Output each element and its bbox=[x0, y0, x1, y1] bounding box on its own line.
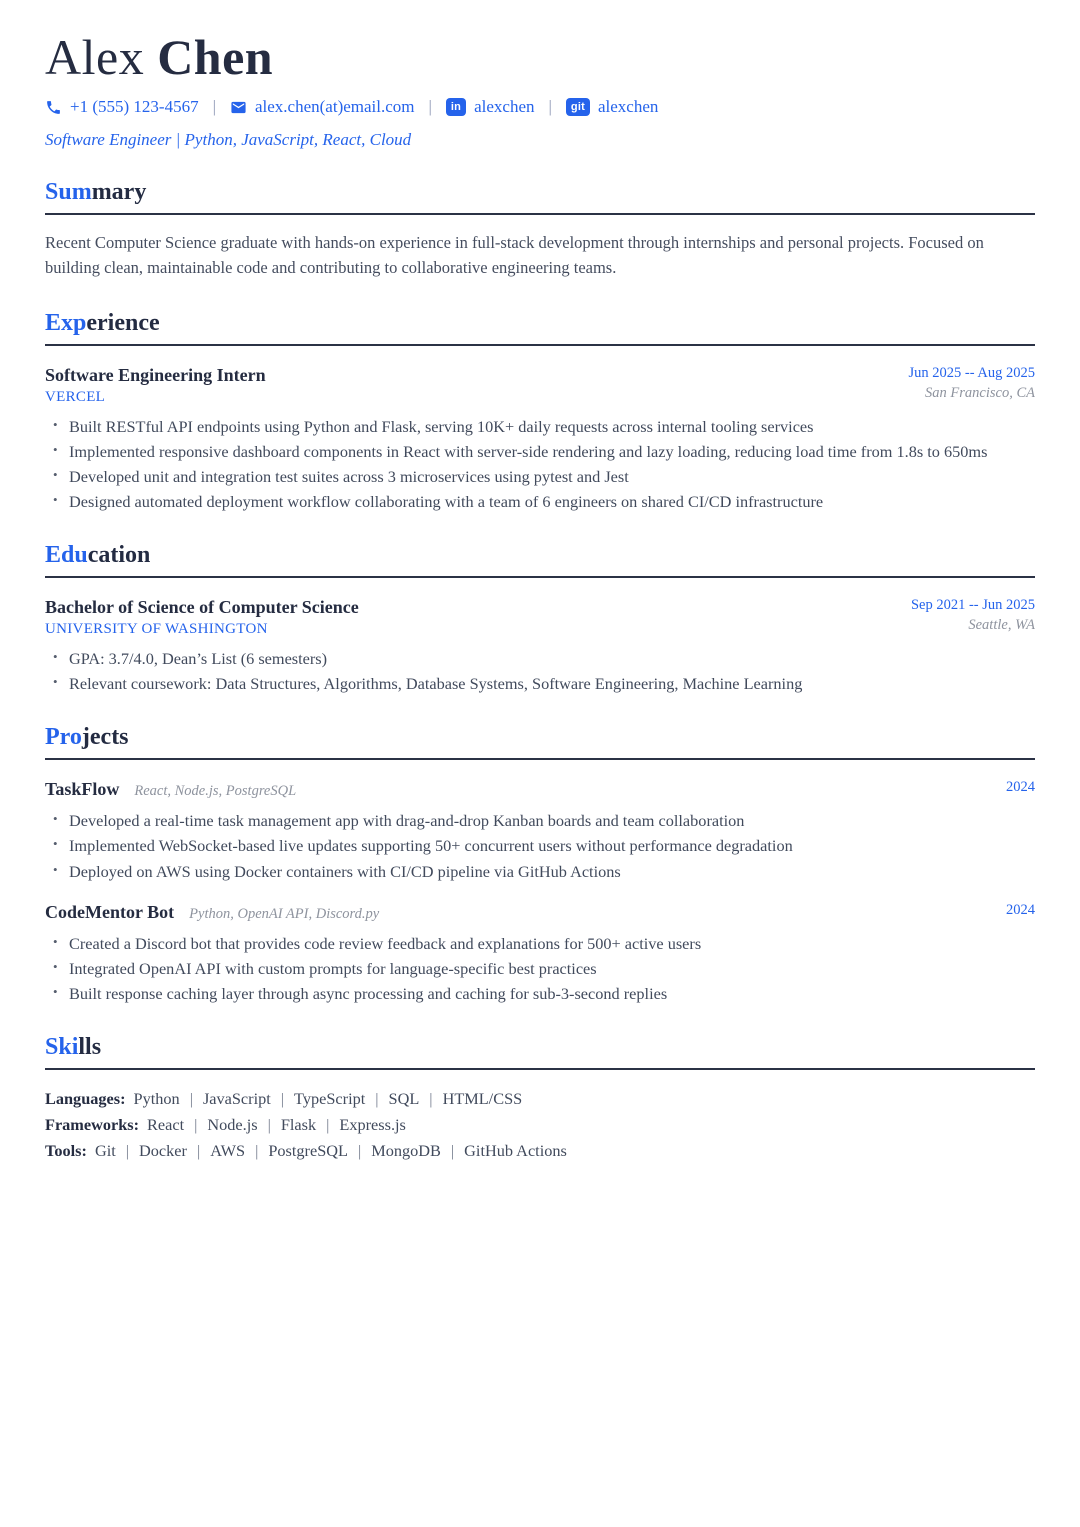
job-title: Software Engineering Intern bbox=[45, 364, 266, 385]
skills-block bbox=[45, 1086, 1035, 1163]
project-bullets bbox=[45, 809, 1035, 882]
projects-heading bbox=[45, 724, 1035, 760]
project-bullets bbox=[45, 932, 1035, 1005]
education-heading bbox=[45, 542, 1035, 578]
tagline: Software Engineer | Python, JavaScript, React, Cloud bbox=[45, 130, 412, 149]
linkedin-link[interactable]: alexchen bbox=[474, 97, 535, 116]
bullet-item: • Built response caching layer through async processing and caching for sub-3-second replies bbox=[53, 982, 1035, 1005]
heading-rest: mary bbox=[91, 179, 147, 205]
bullet-item: • Created a Discord bot that provides code review feedback and explanations for 500+ active users bbox=[53, 932, 1035, 955]
first-name: Alex bbox=[45, 29, 145, 85]
heading-rest: cation bbox=[87, 542, 151, 569]
heading-accent: Pro bbox=[45, 724, 82, 751]
project-year: 2024 bbox=[1006, 779, 1035, 796]
project-entry-head bbox=[45, 902, 1035, 923]
project-stack: React, Node.js, PostgreSQL bbox=[134, 783, 297, 800]
project-entry-head bbox=[45, 779, 1035, 800]
project-entry bbox=[45, 779, 1035, 882]
experience-entry-left bbox=[45, 365, 266, 406]
bullet-item: • Deployed on AWS using Docker containers with CI/CD pipeline via GitHub Actions bbox=[53, 860, 1035, 883]
job-location: San Francisco, CA bbox=[925, 384, 1035, 401]
skill-row-languages bbox=[45, 1086, 1035, 1112]
project-stack: Python, OpenAI API, Discord.py bbox=[189, 905, 380, 922]
contact-linkedin bbox=[446, 97, 535, 117]
skill-row-frameworks bbox=[45, 1112, 1035, 1138]
project-entry-left bbox=[45, 902, 379, 923]
experience-bullets bbox=[45, 415, 1035, 514]
bullet-item: • Developed a real-time task management app with drag-and-drop Kanban boards and team collaboration bbox=[53, 809, 1035, 832]
project-year: 2024 bbox=[1006, 901, 1035, 918]
experience-entry-right bbox=[909, 365, 1035, 402]
project-entry bbox=[45, 902, 1035, 1005]
bullet-item: • Designed automated deployment workflow collaborating with a team of 6 engineers on shared CI/CD infrastructure bbox=[53, 490, 1035, 513]
education-location: Seattle, WA bbox=[968, 617, 1035, 634]
email-link[interactable]: alex.chen(at)email.com bbox=[254, 97, 415, 116]
project-title: TaskFlow bbox=[45, 779, 120, 800]
phone-link[interactable]: +1 (555) 123-4567 bbox=[70, 97, 199, 116]
project-title: CodeMentor Bot bbox=[45, 901, 175, 922]
bullet-item: • Integrated OpenAI API with custom prompts for language-specific best practices bbox=[53, 957, 1035, 980]
heading-accent: Edu bbox=[45, 542, 88, 569]
heading-rest: lls bbox=[78, 1034, 102, 1061]
contact-phone bbox=[45, 97, 199, 117]
phone-icon bbox=[45, 99, 62, 116]
linkedin-icon: in bbox=[446, 98, 466, 116]
education-entry bbox=[45, 597, 1035, 695]
project-entry-left bbox=[45, 779, 296, 800]
bullet-item: • GPA: 3.7/4.0, Dean’s List (6 semesters) bbox=[53, 647, 1035, 670]
section-experience bbox=[45, 310, 1035, 514]
job-dates: Jun 2025 -- Aug 2025 bbox=[908, 364, 1035, 381]
skill-values: React | Node.js | Flask | Express.js bbox=[147, 1114, 406, 1134]
company-name: VERCEL bbox=[45, 388, 106, 405]
person-name bbox=[45, 30, 1035, 85]
resume-header bbox=[45, 30, 1035, 150]
heading-accent: Ski bbox=[45, 1034, 79, 1061]
last-name: Chen bbox=[157, 29, 274, 85]
bullet-item: • Implemented responsive dashboard components in React with server-side rendering and lazy loading, reducing load time from 1.8s to 650ms bbox=[53, 440, 1035, 463]
skill-row-tools bbox=[45, 1138, 1035, 1164]
section-projects bbox=[45, 724, 1035, 1005]
contact-email bbox=[230, 97, 415, 117]
skill-label: Languages: bbox=[45, 1089, 126, 1109]
education-bullets bbox=[45, 647, 1035, 695]
bullet-item: • Built RESTful API endpoints using Python and Flask, serving 10K+ daily requests across internal tooling services bbox=[53, 415, 1035, 438]
skill-values: Git | Docker | AWS | PostgreSQL | MongoDB | GitHub Actions bbox=[94, 1140, 567, 1160]
contact-row bbox=[45, 97, 1035, 117]
degree-title: Bachelor of Science of Computer Science bbox=[45, 597, 359, 618]
skills-heading bbox=[45, 1034, 1035, 1070]
section-summary bbox=[45, 179, 1035, 281]
education-dates: Sep 2021 -- Jun 2025 bbox=[910, 597, 1035, 614]
summary-heading bbox=[45, 179, 1035, 215]
school-name: UNIVERSITY OF WASHINGTON bbox=[45, 621, 268, 638]
contact-github bbox=[566, 97, 658, 117]
bullet-item: • Implemented WebSocket-based live updates supporting 50+ concurrent users without performance degradation bbox=[53, 834, 1035, 857]
heading-rest: jects bbox=[81, 724, 129, 751]
heading-rest: erience bbox=[86, 309, 160, 336]
envelope-icon bbox=[230, 99, 247, 116]
education-entry-right bbox=[911, 597, 1035, 634]
experience-entry bbox=[45, 365, 1035, 514]
education-entry-left bbox=[45, 597, 359, 638]
section-education bbox=[45, 542, 1035, 695]
github-icon: git bbox=[566, 98, 590, 116]
heading-accent: Sum bbox=[45, 179, 92, 205]
experience-entry-head bbox=[45, 365, 1035, 406]
skill-label: Tools: bbox=[45, 1140, 87, 1160]
contact-separator: | bbox=[428, 97, 432, 116]
bullet-item: • Developed unit and integration test suites across 3 microservices using pytest and Jest bbox=[53, 465, 1035, 488]
section-skills bbox=[45, 1034, 1035, 1163]
contact-separator: | bbox=[212, 97, 216, 116]
experience-heading bbox=[45, 310, 1035, 346]
education-entry-head bbox=[45, 597, 1035, 638]
skill-values: Python | JavaScript | TypeScript | SQL | HTML/CSS bbox=[133, 1089, 523, 1109]
heading-accent: Exp bbox=[45, 309, 87, 336]
bullet-item: • Relevant coursework: Data Structures, Algorithms, Database Systems, Software Engineering, Machine Learning bbox=[53, 672, 1035, 695]
summary-text: Recent Computer Science graduate with hands-on experience in full-stack development through internships and personal projects. Focused on building clean, maintainable code and contributing to collaborative engineering teams. bbox=[45, 233, 984, 277]
skill-label: Frameworks: bbox=[45, 1114, 140, 1134]
contact-separator: | bbox=[548, 97, 552, 116]
github-link[interactable]: alexchen bbox=[597, 97, 659, 116]
